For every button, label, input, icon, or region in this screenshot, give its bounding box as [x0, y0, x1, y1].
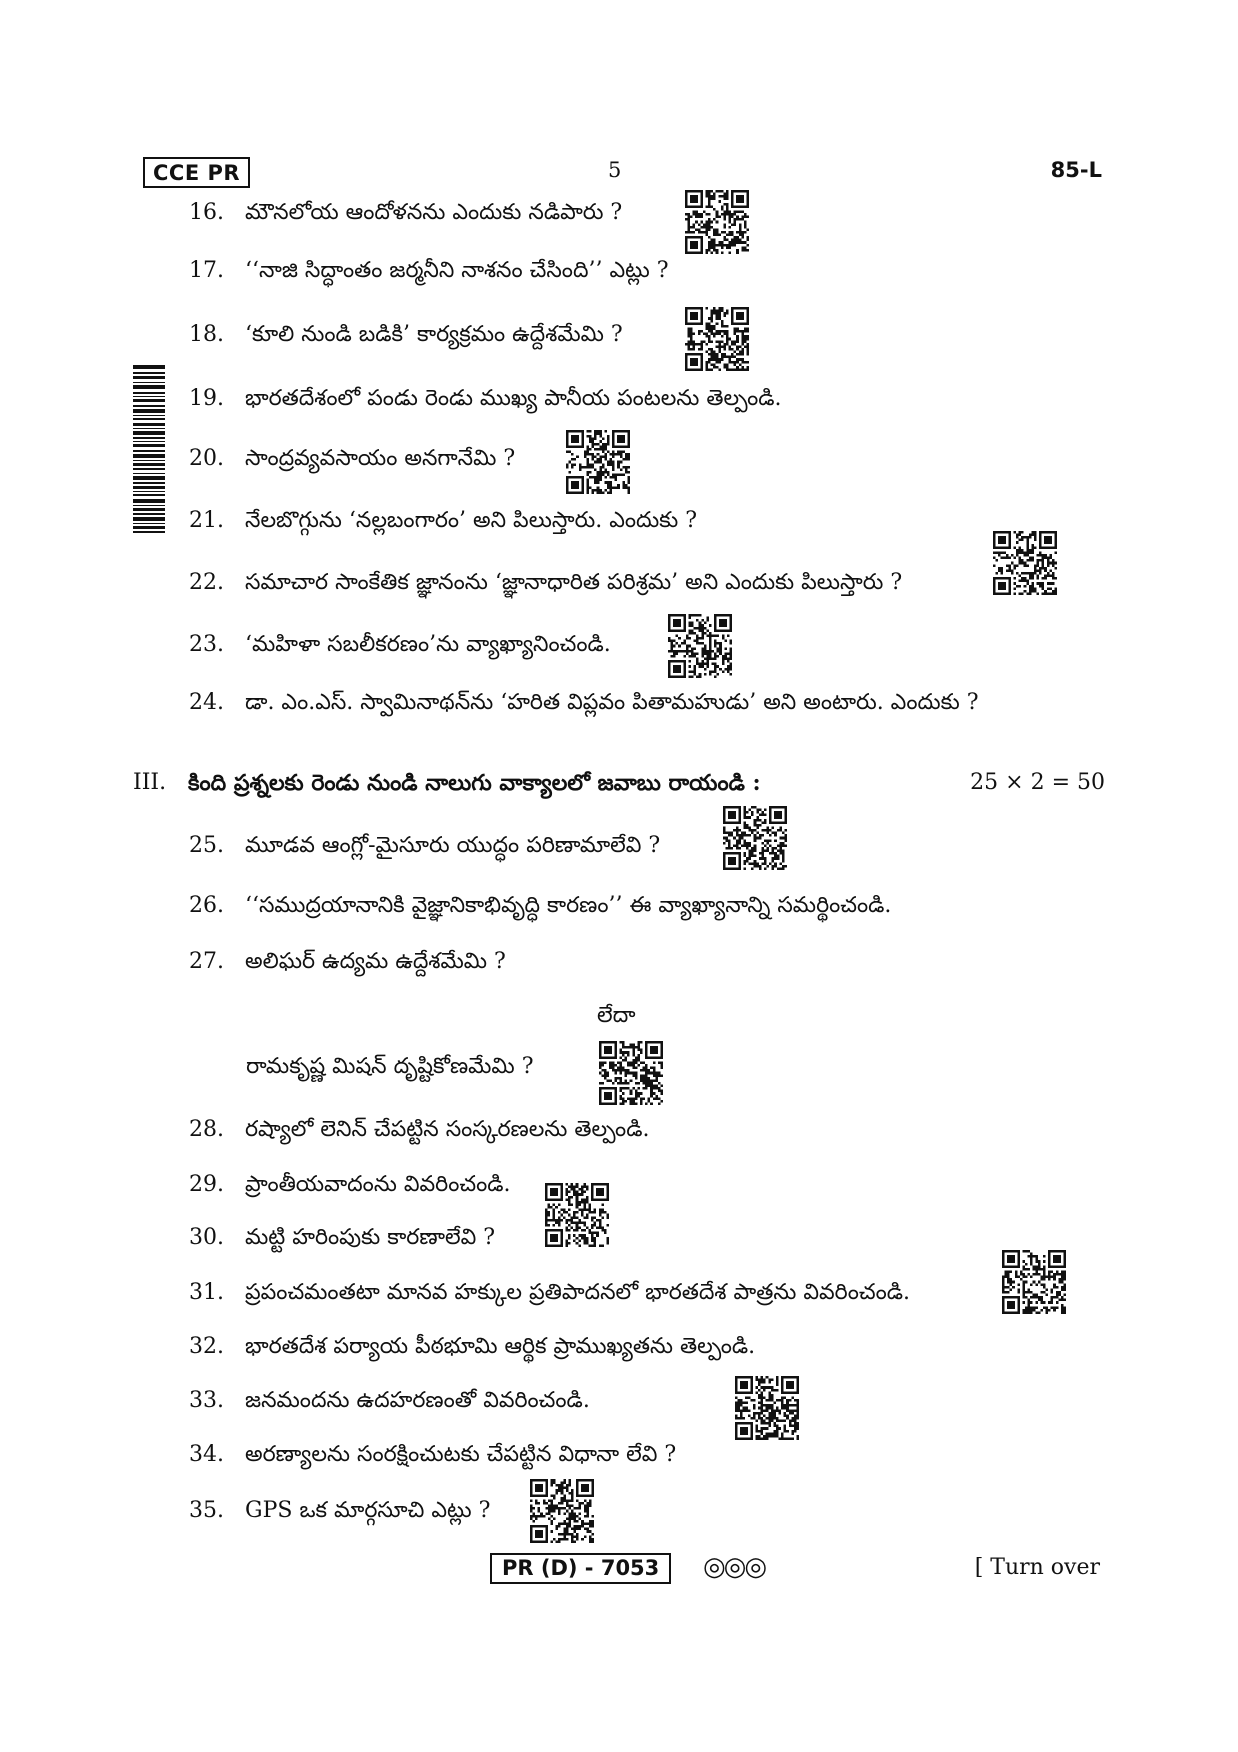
question-text: ప్రాంతీయవాదంను వివరించండి. [245, 1172, 511, 1197]
question-text: ‘‘సముద్రయానానికి వైజ్ఞానికాభివృద్ధి కారణం’’ ఈ వ్యాఖ్యానాన్ని సమర్థించండి. [245, 893, 892, 918]
question-number: 24. [189, 690, 224, 715]
qr-code-icon [566, 430, 630, 494]
question-text: GPS ఒక మార్గసూచి ఎట్లు ? [245, 1498, 491, 1523]
page-number: 5 [608, 158, 622, 182]
or-label: లేదా [597, 1003, 636, 1028]
question-number: 29. [189, 1172, 224, 1197]
question-text: జనమందను ఉదహరణంతో వివరించండి. [245, 1388, 590, 1413]
question-text: ‘మహిళా సబలీకరణం’ను వ్యాఖ్యానించండి. [245, 632, 611, 657]
question-number: 17. [189, 258, 224, 283]
triple-circle-mark: ◎◎◎ [703, 1552, 766, 1582]
footer-code-box: PR (D) - 7053 [490, 1553, 671, 1584]
question-text: అలిఘర్ ఉద్యమ ఉద్దేశమేమి ? [245, 949, 506, 974]
question-text: మూడవ ఆంగ్లో-మైసూరు యుద్ధం పరిణామాలేవి ? [245, 833, 661, 858]
question-number: 26. [189, 893, 224, 918]
paper-code: 85-L [1050, 158, 1102, 182]
qr-code-icon [530, 1479, 594, 1543]
question-number: 16. [189, 200, 224, 225]
qr-code-icon [545, 1183, 609, 1247]
alternate-question: రామకృష్ణ మిషన్ దృష్టికోణమేమి ? [246, 1054, 534, 1079]
question-text: ‘కూలి నుండి బడికి’ కార్యక్రమం ఉద్దేశమేమి ? [245, 322, 623, 347]
question-number: 22. [189, 570, 224, 595]
turn-over-label: [ Turn over [974, 1555, 1100, 1580]
question-text: మౌనలోయ ఆందోళనను ఎందుకు నడిపారు ? [245, 200, 623, 225]
section-instruction: కింది ప్రశ్నలకు రెండు నుండి నాలుగు వాక్యాలలో జవాబు రాయండి : [188, 770, 761, 796]
question-text: డా. ఎం.ఎస్. స్వామినాథన్‌ను ‘హరిత విప్లవం పితామహుడు’ అని అంటారు. ఎందుకు ? [245, 690, 979, 715]
qr-code-icon [685, 190, 749, 254]
question-text: ‘‘నాజి సిద్ధాంతం జర్మనీని నాశనం చేసింది’’ ఎట్లు ? [245, 258, 669, 283]
question-number: 21. [189, 508, 224, 533]
question-number: 27. [189, 949, 224, 974]
qr-code-icon [735, 1376, 799, 1440]
question-number: 33. [189, 1388, 224, 1413]
question-number: 28. [189, 1117, 224, 1142]
question-text: అరణ్యాలను సంరక్షించుటకు చేపట్టిన విధానా లేవి ? [245, 1442, 677, 1467]
question-number: 31. [189, 1280, 224, 1305]
question-text: మట్టి హరింపుకు కారణాలేవి ? [245, 1225, 496, 1250]
question-text: ప్రపంచమంతటా మానవ హక్కుల ప్రతిపాదనలో భారతదేశ పాత్రను వివరించండి. [245, 1280, 910, 1305]
question-number: 23. [189, 632, 224, 657]
qr-code-icon [685, 307, 749, 371]
question-number: 18. [189, 322, 224, 347]
question-number: 35. [189, 1498, 224, 1523]
question-text: రష్యాలో లెనిన్ చేపట్టిన సంస్కరణలను తెల్పండి. [245, 1117, 650, 1142]
question-number: 34. [189, 1442, 224, 1467]
qr-code-icon [668, 614, 732, 678]
side-barcode [133, 365, 165, 533]
section-roman-numeral: III. [133, 770, 167, 795]
question-text: నేలబొగ్గును ‘నల్లబంగారం’ అని పిలుస్తారు. ఎందుకు ? [245, 508, 698, 533]
qr-code-icon [993, 531, 1057, 595]
question-number: 25. [189, 833, 224, 858]
qr-code-icon [723, 806, 787, 870]
question-text: సమాచార సాంకేతిక జ్ఞానంను ‘జ్ఞానాధారిత పరిశ్రమ’ అని ఎందుకు పిలుస్తారు ? [245, 570, 903, 595]
question-text: భారతదేశ పర్యాయ పీఠభూమి ఆర్థిక ప్రాముఖ్యతను తెల్పండి. [245, 1334, 756, 1359]
question-text: భారతదేశంలో పండు రెండు ముఖ్య పానీయ పంటలను తెల్పండి. [245, 386, 782, 411]
header-code-box: CCE PR [143, 157, 250, 188]
question-number: 30. [189, 1225, 224, 1250]
section-marks: 25 × 2 = 50 [970, 770, 1105, 795]
qr-code-icon [1002, 1250, 1066, 1314]
question-number: 32. [189, 1334, 224, 1359]
qr-code-icon [599, 1041, 663, 1105]
question-number: 19. [189, 386, 224, 411]
question-text: సాంద్రవ్యవసాయం అనగానేమి ? [245, 446, 516, 471]
question-number: 20. [189, 446, 224, 471]
